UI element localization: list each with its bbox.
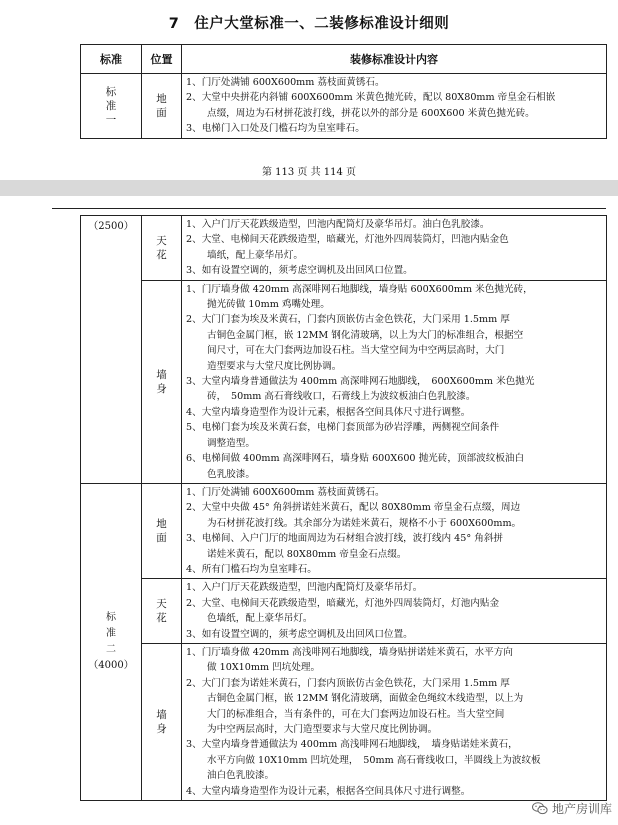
header-content: 装修标准设计内容 bbox=[182, 45, 607, 74]
content-line: 2、大堂中央做 45° 角斜拼诺娃米黄石，配以 80X80mm 帝皇金石点缀，周边 bbox=[186, 502, 521, 514]
location-cell bbox=[142, 483, 182, 578]
standard-table-1 bbox=[80, 44, 607, 139]
standard-table-2 bbox=[80, 215, 607, 801]
standard-label: （2500） bbox=[88, 221, 134, 232]
header-location: 位置 bbox=[142, 45, 182, 74]
page-114 bbox=[0, 196, 618, 825]
location-char: 身 bbox=[156, 723, 167, 735]
content-line: 6、电梯间做 400mm 高深啡网石，墙身贴 600X600 抛光砖，顶部波纹板油白 bbox=[186, 453, 525, 465]
content-line: 2、大堂、电梯间天花跌级造型，暗藏光，灯池外四周装筒灯，凹池内贴金色 bbox=[186, 234, 509, 246]
location-cell bbox=[142, 216, 182, 281]
location-char: 面 bbox=[156, 532, 167, 545]
content-line: 诺娃米黄石，配以 80X80mm 帝皇金石点缀。 bbox=[207, 548, 407, 560]
content-line: 大门的标准组合，当有条件的，可在大门套两边加设石柱。当大堂空间 bbox=[207, 708, 505, 720]
content-line: 调整造型。 bbox=[207, 437, 255, 449]
content-line: 1、门厅处满铺 600X600mm 荔枝面黄锈石。 bbox=[186, 77, 385, 88]
standard-label: （4000） bbox=[88, 659, 134, 671]
location-char: 面 bbox=[156, 106, 167, 119]
content-cell bbox=[182, 579, 607, 644]
content-line: 为中空两层高时，大门造型要求与大堂尺度比例协调。 bbox=[207, 724, 438, 735]
standard-char: 准 bbox=[105, 99, 117, 112]
standard-char: 标 bbox=[106, 611, 116, 623]
location-char: 花 bbox=[156, 612, 167, 625]
page-113 bbox=[0, 0, 618, 180]
content-line: 3、电梯门入口处及门槛石均为皇室啡石。 bbox=[186, 123, 365, 135]
table-row bbox=[81, 280, 607, 483]
location-char: 天 bbox=[156, 234, 167, 247]
standard-char: 准 bbox=[106, 627, 116, 639]
standard-char: 一 bbox=[105, 113, 117, 126]
content-line: 3、大堂内墙身普通做法为 400mm 高深啡网石地脚线， 600X600mm 米色抛光 bbox=[186, 376, 535, 388]
content-line: 1、门厅处满铺 600X600mm 荔枝面黄锈石。 bbox=[186, 486, 385, 498]
content-line: 油白色乳胶漆。 bbox=[207, 770, 275, 782]
standard-char: 标 bbox=[105, 85, 117, 98]
content-line: 1、门厅墙身做 420mm 高深啡网石地脚线，墙身贴 600X600mm 米色抛光砖， bbox=[186, 283, 533, 295]
table-row bbox=[81, 74, 607, 139]
location-char: 身 bbox=[156, 382, 167, 395]
location-cell bbox=[142, 579, 182, 644]
content-line: 4、大堂内墙身造型作为设计元素，根据各空间具体尺寸进行调整。 bbox=[186, 785, 471, 797]
content-cell bbox=[182, 280, 607, 483]
standard-cell bbox=[81, 74, 142, 139]
location-cell bbox=[142, 643, 182, 800]
content-line: 2、大门门套为埃及米黄石，门套内顶嵌仿古金色铁花，大门采用 1.5mm 厚 bbox=[186, 314, 510, 326]
content-line: 1、入户门厅天花跌级造型，凹池内配筒灯及豪华吊灯。油白色乳胶漆。 bbox=[186, 219, 490, 230]
content-line: 做 10X10mm 凹坑处理。 bbox=[207, 662, 321, 674]
wechat-icon bbox=[532, 802, 548, 815]
page-number: 第 113 页 共 114 页 bbox=[261, 167, 357, 178]
section-title: 7 住户大堂标准一、二装修标准设计细则 bbox=[168, 16, 450, 32]
table-header-row bbox=[81, 45, 607, 74]
table-row bbox=[81, 643, 607, 800]
content-line: 1、门厅墙身做 420mm 高浅啡网石地脚线，墙身贴拼诺娃米黄石，水平方向 bbox=[186, 646, 513, 658]
page-header-rule bbox=[52, 208, 606, 209]
content-line: 抛光砖做 10mm 鸡嘴处理。 bbox=[207, 299, 330, 311]
watermark-text: 地产房训库 bbox=[551, 802, 612, 816]
table-row bbox=[81, 579, 607, 644]
content-line: 4、所有门槛石均为皇室啡石。 bbox=[186, 563, 317, 575]
content-line: 点缀，周边为石材拼花波打线，拼花以外的部分是 600X600 米黄色抛光砖。 bbox=[207, 107, 535, 119]
location-cell bbox=[142, 74, 182, 139]
content-line: 砖， 50mm 高石膏线收口，石膏线上为波纹板油白色乳胶漆。 bbox=[207, 391, 476, 403]
content-line: 墙纸，配上豪华吊灯。 bbox=[207, 249, 303, 261]
location-char: 墙 bbox=[156, 368, 167, 381]
content-line: 色乳胶漆。 bbox=[207, 468, 255, 480]
content-line: 2、大门门套为诺娃米黄石，门套内顶嵌仿古金色铁花，大门采用 1.5mm 厚 bbox=[186, 677, 510, 689]
content-line: 4、大堂内墙身造型作为设计元素，根据各空间具体尺寸进行调整。 bbox=[186, 406, 471, 418]
content-line: 3、如有设置空调的，须考虑空调机及出回风口位置。 bbox=[186, 628, 413, 640]
content-cell bbox=[182, 74, 607, 139]
content-line: 2、大堂、电梯间天花跌级造型，暗藏光，灯池外四周装筒灯，灯池内贴金 bbox=[186, 597, 500, 609]
content-line: 3、如有设置空调的，须考虑空调机及出回风口位置。 bbox=[186, 265, 413, 277]
location-cell bbox=[142, 280, 182, 483]
content-cell bbox=[182, 216, 607, 281]
content-line: 古铜色金属门框，嵌 12MM 钢化清玻璃，面做金色绳纹木线造型，以上为 bbox=[207, 693, 524, 705]
location-char: 地 bbox=[156, 92, 167, 105]
location-char: 天 bbox=[156, 598, 167, 611]
content-line: 色墙纸，配上豪华吊灯。 bbox=[207, 613, 313, 625]
content-line: 3、电梯间、入户门厅的地面周边为石材组合波打线，波打线内 45° 角斜拼 bbox=[186, 533, 504, 545]
page-gap bbox=[0, 180, 618, 196]
content-line: 3、大堂内墙身普通做法为 400mm 高浅啡网石地脚线， 墙身贴诺娃米黄石， bbox=[186, 739, 518, 751]
location-char: 花 bbox=[156, 248, 167, 261]
standard-cell bbox=[81, 216, 142, 484]
content-line: 2、大堂中央拼花内斜铺 600X600mm 米黄色抛光砖，配以 80X80mm 帝皇金石相嵌 bbox=[186, 92, 556, 104]
content-line: 5、电梯门套为埃及米黄石套，电梯门套顶部为砂岩浮雕，两侧视空间条件 bbox=[186, 422, 500, 434]
content-line: 造型要求与大堂尺度比例协调。 bbox=[207, 360, 342, 372]
location-char: 地 bbox=[156, 518, 167, 531]
content-line: 1、入户门厅天花跌级造型，凹池内配筒灯及豪华吊灯。 bbox=[186, 582, 423, 594]
standard-cell bbox=[81, 483, 142, 800]
table-row bbox=[81, 483, 607, 578]
location-char: 墙 bbox=[156, 709, 167, 721]
content-cell bbox=[182, 643, 607, 800]
content-line: 水平方向做 10X10mm 凹坑处理， 50mm 高石膏线收口，半圆线上为波纹板 bbox=[207, 754, 541, 766]
watermark bbox=[532, 800, 612, 817]
table-row bbox=[81, 216, 607, 281]
content-line: 间尺寸，可在大门套两边加设石柱。当大堂空间为中空两层高时，大门 bbox=[207, 345, 505, 357]
header-standard: 标准 bbox=[81, 45, 142, 74]
content-line: 古铜色金属门框，嵌 12MM 钢化清玻璃，以上为大门的标准组合，根据空 bbox=[207, 329, 524, 341]
content-line: 为石材拼花波打线。其余部分为诺娃米黄石，规格不小于 600X600mm。 bbox=[207, 517, 522, 529]
standard-char: 二 bbox=[106, 643, 116, 655]
content-cell bbox=[182, 483, 607, 578]
